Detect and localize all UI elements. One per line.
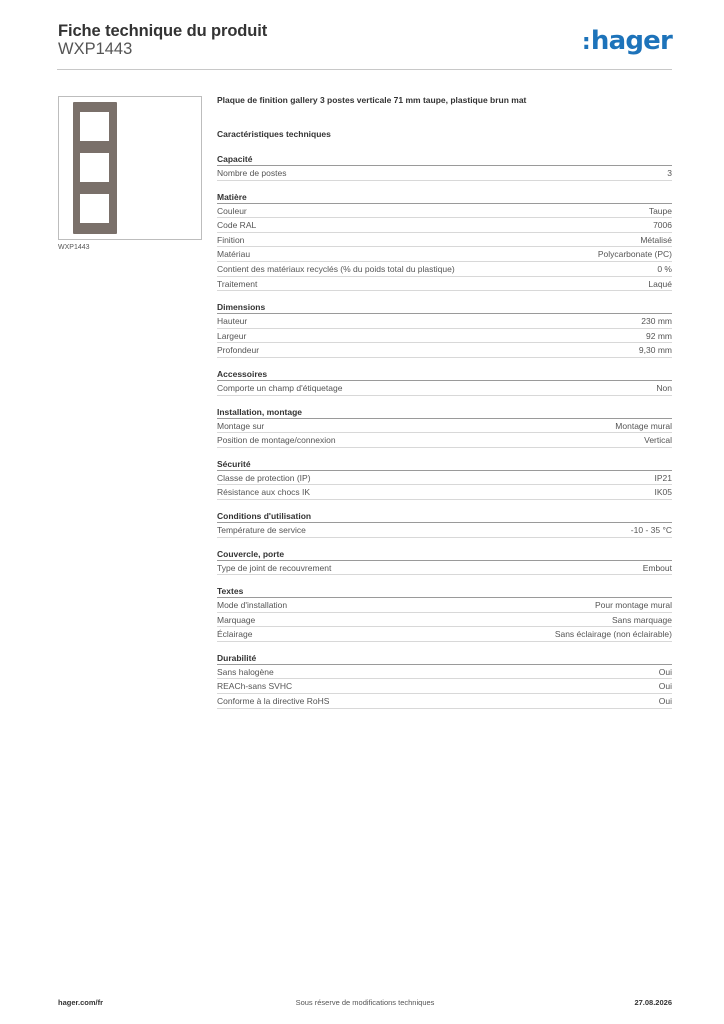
spec-row [217, 204, 672, 219]
spec-value: Oui [658, 696, 672, 707]
spec-group-title: Dimensions [217, 300, 672, 314]
spec-value: Polycarbonate (PC) [597, 249, 672, 260]
spec-value: Pour montage mural [594, 600, 672, 611]
spec-group [217, 457, 672, 500]
plate-opening [80, 112, 109, 141]
spec-value: 7006 [653, 220, 672, 231]
spec-row [217, 679, 672, 694]
page-header [57, 22, 672, 70]
spec-group-title: Couvercle, porte [217, 547, 672, 561]
spec-value: Métalisé [640, 234, 672, 245]
spec-row [217, 233, 672, 248]
spec-label: Contient des matériaux recyclés (% du poids total du plastique) [217, 263, 455, 274]
spec-group-title: Conditions d'utilisation [217, 509, 672, 523]
spec-group [217, 190, 672, 292]
spec-row [217, 598, 672, 613]
spec-group-title: Accessoires [217, 367, 672, 381]
product-image-caption: WXP1443 [58, 244, 90, 251]
specs-section-title: Caractéristiques techniques [217, 129, 331, 139]
spec-group [217, 152, 672, 181]
spec-group-title: Matière [217, 190, 672, 204]
spec-value: Oui [658, 666, 672, 677]
spec-value: IP21 [654, 472, 672, 483]
spec-value: Vertical [644, 435, 672, 446]
spec-value: 92 mm [646, 330, 672, 341]
spec-label: Sans halogène [217, 666, 274, 677]
spec-group-title: Textes [217, 584, 672, 598]
spec-value: Sans marquage [611, 614, 672, 625]
spec-row [217, 665, 672, 680]
spec-group-title: Capacité [217, 152, 672, 166]
spec-label: Marquage [217, 614, 256, 625]
product-description: Plaque de finition gallery 3 postes verticale 71 mm taupe, plastique brun mat [217, 95, 527, 105]
spec-label: Type de joint de recouvrement [217, 562, 332, 573]
spec-value: IK05 [654, 487, 672, 498]
spec-label: Couleur [217, 205, 247, 216]
spec-row [217, 627, 672, 642]
spec-group [217, 300, 672, 358]
spec-row [217, 329, 672, 344]
spec-row [217, 419, 672, 434]
footer-website: hager.com/fr [58, 998, 104, 1007]
spec-label: Nombre de postes [217, 168, 287, 178]
spec-label: Conforme à la directive RoHS [217, 696, 330, 707]
spec-value: -10 - 35 °C [630, 524, 672, 535]
spec-label: Code RAL [217, 220, 257, 231]
spec-row [217, 218, 672, 233]
spec-value: Taupe [648, 205, 672, 216]
spec-label: Classe de protection (IP) [217, 472, 311, 483]
product-image [58, 96, 202, 240]
spec-value: Montage mural [615, 420, 672, 431]
spec-value: Laqué [648, 278, 672, 289]
spec-label: Montage sur [217, 420, 265, 431]
spec-label: REACh-sans SVHC [217, 681, 293, 692]
spec-group [217, 651, 672, 709]
spec-value: 9,30 mm [638, 345, 672, 356]
spec-group [217, 584, 672, 642]
document-title: Fiche technique du produit [58, 22, 268, 40]
spec-group-title: Sécurité [217, 457, 672, 471]
spec-row [217, 433, 672, 448]
spec-group [217, 547, 672, 576]
spec-value: 0 % [657, 263, 672, 274]
spec-label: Position de montage/connexion [217, 435, 336, 446]
spec-label: Hauteur [217, 316, 248, 327]
hager-logo: :hager [581, 26, 672, 56]
spec-value: Non [656, 382, 672, 393]
spec-row [217, 166, 672, 181]
spec-row [217, 247, 672, 262]
spec-value: 230 mm [641, 316, 672, 327]
plate-opening [80, 194, 109, 223]
spec-label: Résistance aux chocs IK [217, 487, 311, 498]
spec-group [217, 405, 672, 448]
spec-content [217, 94, 672, 718]
spec-row [217, 523, 672, 538]
product-reference: WXP1443 [58, 40, 133, 58]
spec-row [217, 613, 672, 628]
spec-group-title: Installation, montage [217, 405, 672, 419]
spec-row [217, 381, 672, 396]
spec-row [217, 694, 672, 709]
spec-label: Comporte un champ d'étiquetage [217, 382, 343, 393]
spec-value: Oui [658, 681, 672, 692]
spec-label: Mode d'installation [217, 600, 288, 611]
spec-value: Sans éclairage (non éclairable) [554, 629, 672, 640]
finishing-plate-illustration [73, 102, 117, 234]
spec-row [217, 561, 672, 576]
spec-groups [217, 152, 672, 709]
spec-row [217, 343, 672, 358]
spec-group-title: Durabilité [217, 651, 672, 665]
spec-value: 3 [667, 168, 672, 178]
spec-label: Éclairage [217, 629, 253, 640]
spec-row [217, 471, 672, 486]
spec-row [217, 277, 672, 292]
spec-label: Matériau [217, 249, 251, 260]
logo-text: hager [590, 26, 672, 56]
spec-row [217, 262, 672, 277]
spec-group [217, 509, 672, 538]
spec-row [217, 485, 672, 500]
plate-opening [80, 153, 109, 182]
spec-group [217, 367, 672, 396]
spec-label: Largeur [217, 330, 247, 341]
spec-label: Température de service [217, 524, 306, 535]
spec-label: Traitement [217, 278, 258, 289]
spec-label: Profondeur [217, 345, 260, 356]
spec-row [217, 314, 672, 329]
footer-note: Sous réserve de modifications techniques [295, 998, 435, 1007]
spec-label: Finition [217, 234, 245, 245]
spec-value: Embout [642, 562, 672, 573]
footer-date: 27.08.2026 [634, 998, 672, 1007]
